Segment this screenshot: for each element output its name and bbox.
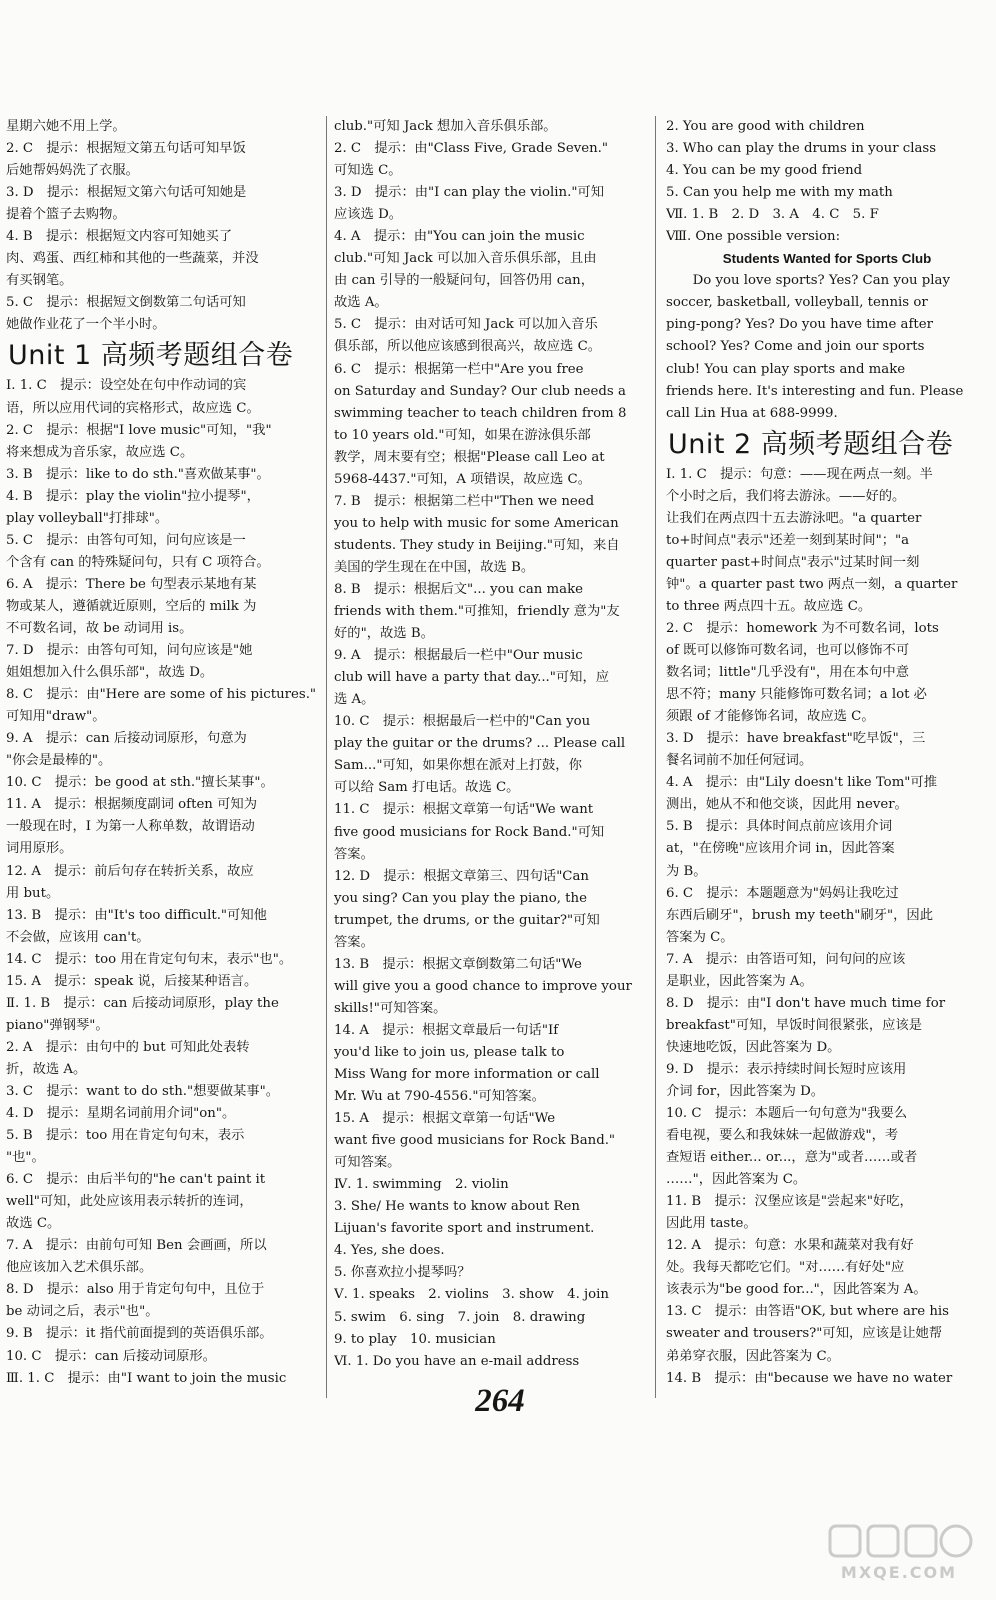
answer-line: 好的"，故选 B。 [334, 626, 434, 642]
answer-line: 7. A 提示：由前句可知 Ben 会画画，所以 [6, 1238, 267, 1254]
answer-line: 10. C 提示：be good at sth."擅长某事"。 [6, 775, 274, 791]
answer-line: 10. C 提示：can 后接动词原形。 [6, 1348, 216, 1364]
answer-line: ping-pong? Yes? Do you have time after [666, 317, 933, 333]
answer-line: ……"，因此答案为 C。 [666, 1172, 807, 1188]
answer-line: 15. A 提示：根据文章第一句话"We [334, 1111, 556, 1127]
answer-line: 是职业，因此答案为 A。 [666, 973, 813, 989]
answer-line: 5. B 提示：too 用在肯定句句末，表示 [6, 1128, 245, 1144]
answer-line: 13. C 提示：由答语"OK, but where are his [666, 1304, 949, 1320]
answer-line: 2. A 提示：由句中的 but 可知此处表转 [6, 1039, 250, 1055]
column-divider [326, 116, 327, 1398]
answer-line: 7. A 提示：由答语可知，问句问的应该 [666, 951, 906, 967]
answer-line: Do you love sports? Yes? Can you play [666, 273, 950, 289]
answer-line: 10. C 提示：根据最后一栏中的"Can you [334, 714, 591, 730]
answer-line: 选 A。 [334, 692, 375, 708]
answer-line: 5. C 提示：根据短文倒数第二句话可知 [6, 295, 246, 311]
answer-line: 2. C 提示：homework 为不可数名词，lots [666, 620, 939, 636]
answer-line: 语，所以应用代词的宾格形式，故应选 C。 [6, 400, 260, 416]
answer-line: 美国的学生现在在中国，故选 B。 [334, 559, 535, 575]
answer-line: 可以给 Sam 打电话。故选 C。 [334, 780, 520, 796]
answer-line: 3. Who can play the drums in your class [666, 141, 937, 157]
answer-line: 该表示为"be good for..."，因此答案为 A。 [666, 1282, 927, 1298]
answer-column-1 [6, 116, 318, 1390]
answer-line: 7. B 提示：根据第二栏中"Then we need [334, 493, 595, 509]
answer-line: you'd like to join us, please talk to [334, 1044, 565, 1060]
answer-line: want five good musicians for Rock Band." [334, 1133, 616, 1149]
answer-line: Ⅱ. 1. B 提示：can 后接动词原形，play the [6, 995, 279, 1011]
answer-line: 11. C 提示：根据文章第一句话"We want [334, 802, 594, 818]
answer-line: Sam..."可知，如果你想在派对上打鼓，你 [334, 758, 582, 774]
answer-line: 将来想成为音乐家，故应选 C。 [6, 444, 194, 460]
answer-line: 2. C 提示：根据"I love music"可知，"我" [6, 422, 272, 438]
answer-line: Ⅶ. 1. B 2. D 3. A 4. C 5. F [666, 207, 879, 223]
answer-line: be 动词之后，表示"也"。 [6, 1304, 159, 1320]
answer-line: play volleyball"打排球"。 [6, 510, 169, 526]
answer-line: 4. You can be my good friend [666, 163, 863, 179]
answer-line: 14. A 提示：根据文章最后一句话"If [334, 1022, 559, 1038]
answer-line: 3. D 提示：have breakfast"吃早饭"，三 [666, 731, 926, 747]
answer-line: swimming teacher to teach children from 8 [334, 405, 627, 421]
answer-line: students. They study in Beijing."可知，来自 [334, 537, 620, 553]
answer-column-3 [666, 116, 988, 1390]
answer-line: 5. swim 6. sing 7. join 8. drawing [334, 1309, 586, 1325]
answer-line: 故选 C。 [6, 1216, 61, 1232]
answer-line: 答案为 C。 [666, 929, 734, 945]
essay-title: Students Wanted for Sports Club [722, 251, 932, 267]
answer-line: 折，故选 A。 [6, 1061, 87, 1077]
answer-line: 9. to play 10. musician [334, 1331, 496, 1347]
answer-line: 12. A 提示：前后句存在转折关系，故应 [6, 863, 254, 879]
answer-line: 8. B 提示：根据后文"... you can make [334, 581, 584, 597]
section-heading: Unit 1 高频考题组合卷 [8, 340, 294, 372]
answer-line: friends with them."可推知，friendly 意为"友 [334, 604, 620, 620]
answer-line: 4. B 提示：根据短文内容可知她买了 [6, 229, 233, 245]
answer-line: Ⅴ. 1. speaks 2. violins 3. show 4. join [334, 1287, 609, 1303]
answer-line: 6. C 提示：由后半句的"he can't paint it [6, 1172, 266, 1188]
answer-line: Lijuan's favorite sport and instrument. [334, 1221, 595, 1237]
answer-line: 5968-4437."可知，A 项错误，故应选 C。 [334, 471, 592, 487]
answer-line: of 既可以修饰可数名词，也可以修饰不可 [666, 643, 910, 659]
answer-line: 3. She/ He wants to know about Ren [334, 1199, 580, 1215]
answer-line: at，"在傍晚"应该用介词 in，因此答案 [666, 841, 895, 857]
answer-line: friends here. It's interesting and fun. Please [666, 383, 964, 399]
answer-line: 6. A 提示：There be 句型表示某地有某 [6, 576, 257, 592]
answer-line: 查短语 either... or...，意为"或者……或者 [666, 1150, 918, 1166]
answer-line: "也"。 [6, 1150, 45, 1166]
answer-line: piano"弹钢琴"。 [6, 1017, 109, 1033]
answer-line: 快速地吃饭，因此答案为 D。 [666, 1039, 841, 1055]
answer-line: 8. D 提示：also 用于肯定句句中，且位于 [6, 1282, 265, 1298]
answer-line: 因此用 taste。 [666, 1216, 757, 1232]
answer-line: 3. B 提示：like to do sth."喜欢做某事"。 [6, 466, 270, 482]
answer-line: Mr. Wu at 790-4556."可知答案。 [334, 1089, 545, 1105]
answer-line: 用 but。 [6, 885, 60, 901]
answer-line: 个小时之后，我们将去游泳。——好的。 [666, 488, 906, 504]
answer-line: sweater and trousers?"可知，应该是让她帮 [666, 1326, 943, 1342]
answer-line: 4. Yes, she does. [334, 1243, 445, 1259]
answer-line: 思不符；many 只能修饰可数名词；a lot 必 [666, 687, 927, 703]
answer-line: on Saturday and Sunday? Our club needs a [334, 383, 626, 399]
answer-line: 4. A 提示：由"Lily doesn't like Tom"可推 [666, 775, 938, 791]
answer-line: 测出，她从不和他交谈，因此用 never。 [666, 797, 908, 813]
answer-line: 8. C 提示：由"Here are some of his pictures." [6, 687, 317, 703]
answer-line: 6. C 提示：本题题意为"妈妈让我吃过 [666, 885, 899, 901]
answer-line: you sing? Can you play the piano, the [334, 890, 587, 906]
answer-line: to+时间点"表示"还差一刻到某时间"；"a [666, 532, 910, 548]
answer-line: 3. D 提示：根据短文第六句话可知她是 [6, 185, 247, 201]
answer-line: soccer, basketball, volleyball, tennis or [666, 295, 928, 311]
answer-line: 12. D 提示：根据文章第三、四句话"Can [334, 868, 589, 884]
answer-line: 11. A 提示：根据频度副词 often 可知为 [6, 797, 257, 813]
answer-line: 9. A 提示：can 后接动词原形，句意为 [6, 731, 247, 747]
answer-line: 处。我每天都吃它们。"对……有好处"应 [666, 1260, 905, 1276]
answer-line: 答案。 [334, 846, 374, 862]
answer-line: quarter past+时间点"表示"过某时间一刻 [666, 554, 920, 570]
answer-line: "你会是最棒的"。 [6, 753, 112, 769]
answer-line: 个含有 can 的特殊疑问句，只有 C 项符合。 [6, 554, 270, 570]
answer-line: 为 B。 [666, 863, 707, 879]
answer-line: 物或某人，遵循就近原则，空后的 milk 为 [6, 598, 257, 614]
answer-line: school? Yes? Come and join our sports [666, 339, 925, 355]
answer-line: 故选 A。 [334, 295, 388, 311]
answer-line: 10. C 提示：本题后一句句意为"我要么 [666, 1106, 908, 1122]
answer-line: you to help with music for some American [334, 515, 619, 531]
answer-line: 3. D 提示：由"I can play the violin."可知 [334, 185, 605, 201]
answer-line: 2. You are good with children [666, 119, 865, 134]
answer-line: to three 两点四十五。故应选 C。 [666, 598, 872, 614]
answer-line: 13. B 提示：根据文章倒数第二句话"We [334, 956, 582, 972]
answer-line: 4. B 提示：play the violin"拉小提琴"， [6, 488, 260, 504]
answer-line: 有买钢笔。 [6, 273, 73, 289]
answer-line: 9. B 提示：it 指代前面提到的英语俱乐部。 [6, 1326, 273, 1342]
answer-line: 答案。 [334, 934, 374, 950]
answer-line: 可知用"draw"。 [6, 709, 106, 725]
answer-line: club will have a party that day..."可知，应 [334, 670, 610, 686]
answer-line: club."可知 Jack 想加入音乐俱乐部。 [334, 119, 557, 134]
answer-line: 姐姐想加入什么俱乐部"，故选 D。 [6, 665, 214, 681]
answer-line: 可知答案。 [334, 1155, 401, 1171]
answer-line: breakfast"可知，早饭时间很紧张，应该是 [666, 1017, 923, 1033]
watermark [824, 1522, 974, 1582]
answer-line: 东西后刷牙"，brush my teeth"刷牙"，因此 [666, 907, 933, 923]
answer-line: club! You can play sports and make [666, 361, 906, 377]
answer-line: 后她帮妈妈洗了衣服。 [6, 163, 139, 179]
answer-line: will give you a good chance to improve your [334, 978, 632, 994]
answer-line: play the guitar or the drums? ... Please call [334, 736, 626, 752]
answer-line: 14. C 提示：too 用在肯定句句末，表示"也"。 [6, 951, 293, 967]
answer-line: 词用原形。 [6, 841, 73, 857]
answer-line: 7. D 提示：由答句可知，问句应该是"她 [6, 643, 253, 659]
answer-line: 4. A 提示：由"You can join the music [334, 229, 585, 245]
answer-line: trumpet, the drums, or the guitar?"可知 [334, 912, 600, 928]
answer-line: 2. C 提示：根据短文第五句话可知早饭 [6, 141, 246, 157]
answer-line: 6. C 提示：根据第一栏中"Are you free [334, 361, 584, 377]
answer-line: 由 can 引导的一般疑问句，回答仍用 can， [334, 273, 595, 289]
answer-line: 她做作业花了一个半小时。 [6, 317, 166, 333]
answer-line: 数名词；little"几乎没有"，用在本句中意 [666, 665, 909, 681]
answer-line: 餐名词前不加任何冠词。 [666, 753, 813, 769]
answer-line: 钟"。a quarter past two 两点一刻，a quarter [666, 576, 958, 592]
section-heading: Unit 2 高频考题组合卷 [668, 428, 954, 460]
answer-line: 14. B 提示：由"because we have no water [666, 1370, 953, 1386]
answer-line: Ⅰ. 1. C 提示：设空处在句中作动词的宾 [6, 378, 247, 394]
answer-line: 俱乐部，所以他应该感到很高兴，故应选 C。 [334, 339, 602, 355]
answer-line: call Lin Hua at 688-9999. [666, 405, 838, 421]
answer-line: 8. D 提示：由"I don't have much time for [666, 995, 946, 1011]
answer-line: 5. Can you help me with my math [666, 185, 893, 201]
answer-line: 不会做，应该用 can't。 [6, 929, 150, 945]
answer-line: 2. C 提示：由"Class Five, Grade Seven." [334, 141, 609, 157]
page-number: 264 [475, 1383, 525, 1419]
answer-line: Ⅲ. 1. C 提示：由"I want to join the music [6, 1370, 287, 1386]
answer-line: 不可数名词，故 be 动词用 is。 [6, 620, 193, 636]
answer-line: 11. B 提示：汉堡应该是"尝起来"好吃， [666, 1194, 913, 1210]
answer-line: 他应该加入艺术俱乐部。 [6, 1260, 153, 1276]
answer-line: Ⅳ. 1. swimming 2. violin [334, 1177, 509, 1193]
answer-line: 须跟 of 才能修饰名词，故应选 C。 [666, 709, 875, 725]
answer-line: 5. C 提示：由答句可知，问句应该是一 [6, 532, 246, 548]
watermark-text: MXQE.COM [840, 1563, 958, 1582]
answer-line: 15. A 提示：speak 说，后接某种语言。 [6, 973, 258, 989]
answer-line: 12. A 提示：句意：水果和蔬菜对我有好 [666, 1238, 914, 1254]
answer-line: 介词 for，因此答案为 D。 [666, 1083, 825, 1099]
answer-line: club."可知 Jack 可以加入音乐俱乐部，且由 [334, 251, 597, 267]
answer-line: 3. C 提示：want to do sth."想要做某事"。 [6, 1083, 280, 1099]
answer-line: 弟弟穿衣服，因此答案为 C。 [666, 1348, 840, 1364]
answer-line: 9. D 提示：表示持续时间长短时应该用 [666, 1061, 907, 1077]
answer-site-logo-icon [824, 1522, 974, 1564]
answer-line: skills!"可知答案。 [334, 1000, 447, 1016]
answer-line: 应该选 D。 [334, 207, 403, 223]
answer-line: 教学，周末要有空；根据"Please call Leo at [334, 449, 605, 465]
answer-line: 5. B 提示：具体时间点前应该用介词 [666, 819, 893, 835]
answer-line: 看电视，要么和我妹妹一起做游戏"，考 [666, 1128, 899, 1144]
column-divider [655, 116, 656, 1398]
answer-column-2 [334, 116, 642, 1373]
answer-line: Ⅵ. 1. Do you have an e-mail address [334, 1353, 580, 1369]
answer-line: well"可知，此处应该用表示转折的连词， [6, 1194, 253, 1210]
answer-line: Miss Wang for more information or call [334, 1067, 600, 1083]
answer-line: Ⅰ. 1. C 提示：句意：——现在两点一刻。半 [666, 466, 933, 482]
answer-line: to 10 years old."可知，如果在游泳俱乐部 [334, 427, 591, 443]
answer-line: 9. A 提示：根据最后一栏中"Our music [334, 648, 583, 664]
answer-line: 5. 你喜欢拉小提琴吗？ [334, 1265, 471, 1281]
answer-line: 星期六她不用上学。 [6, 119, 126, 134]
answer-line: 可知选 C。 [334, 163, 402, 179]
answer-line: 5. C 提示：由对话可知 Jack 可以加入音乐 [334, 317, 598, 333]
answer-line: 13. B 提示：由"It's too difficult."可知他 [6, 907, 267, 923]
answer-line: 提着个篮子去购物。 [6, 207, 126, 223]
answer-line: 一般现在时，I 为第一人称单数，故谓语动 [6, 819, 255, 835]
answer-line: 4. D 提示：星期名词前用介词"on"。 [6, 1106, 236, 1122]
answer-line: Ⅷ. One possible version: [666, 229, 841, 245]
answer-line: 让我们在两点四十五去游泳吧。"a quarter [666, 510, 922, 526]
answer-line: five good musicians for Rock Band."可知 [334, 824, 605, 840]
answer-line: 肉、鸡蛋、西红柿和其他的一些蔬菜，并没 [6, 251, 259, 267]
